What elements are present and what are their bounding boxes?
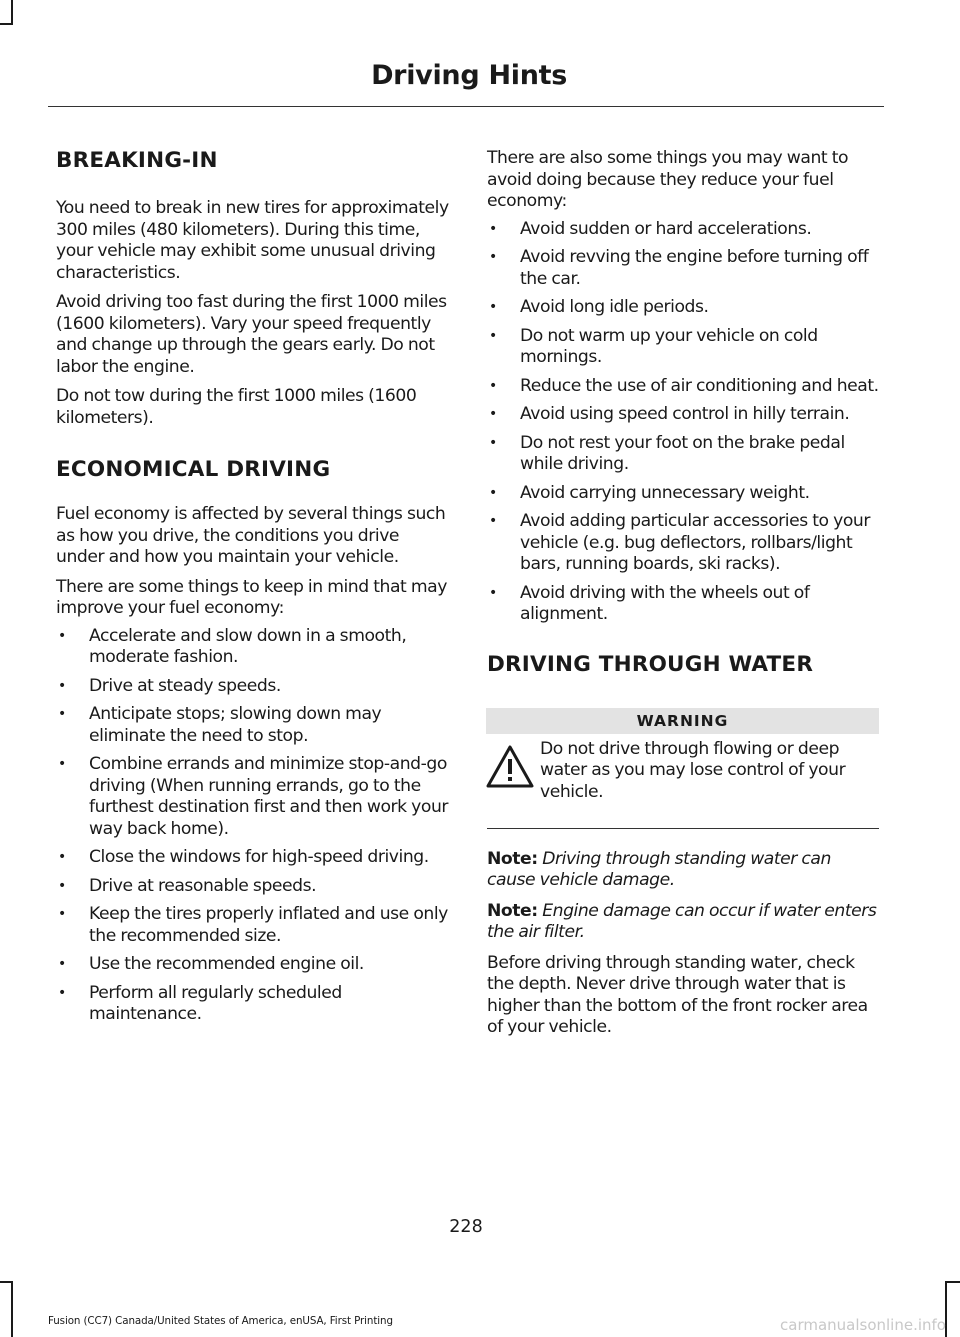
list-item: • Anticipate stops; slowing down may eliminate the need to stop. — [56, 704, 451, 747]
list-item: • Use the recommended engine oil. — [56, 954, 451, 976]
list-item: • Avoid long idle periods. — [487, 297, 879, 319]
paragraph: You need to break in new tires for approximately 300 miles (480 kilometers). During this time, your vehicle may exhibit some unusual driving characteristics. — [56, 198, 449, 283]
list-item: • Perform all regularly scheduled maintenance. — [56, 983, 451, 1026]
list-item: • Accelerate and slow down in a smooth, moderate fashion. — [56, 626, 451, 669]
watermark: carmanualsonline.info — [780, 1316, 946, 1334]
paragraph: Before driving through standing water, check the depth. Never drive through water that is higher than the bottom of the front rocker area of your vehicle. — [487, 952, 868, 1037]
paragraph: Avoid driving too fast during the first 1000 miles (1600 kilometers). Vary your speed frequently and change up through the gears early. Do not labor the engine. — [56, 292, 447, 377]
paragraph: There are also some things you may want to avoid doing because they reduce your fuel economy: — [487, 148, 849, 211]
warning-box — [487, 734, 879, 829]
list-item: • Combine errands and minimize stop-and-go driving (When running errands, go to the furthest destination first and then work your way back home). — [56, 754, 451, 840]
fuel-tips-list — [56, 626, 451, 1026]
warning-block — [487, 708, 879, 829]
crop-mark — [0, 23, 13, 25]
section-heading-driving-through-water: DRIVING THROUGH WATER — [487, 651, 814, 677]
note-text: Engine damage can occur if water enters the air filter. — [487, 900, 877, 942]
paragraph: Fuel economy is affected by several things such as how you drive, the conditions you drive under and how you maintain your vehicle. — [56, 504, 446, 567]
crop-mark — [11, 1281, 13, 1337]
paragraph: Do not tow during the first 1000 miles (1600 kilometers). — [56, 386, 417, 428]
right-column — [487, 148, 879, 1039]
page-number: 228 — [449, 1217, 483, 1237]
avoid-list — [487, 219, 879, 626]
list-item: • Close the windows for high-speed driving. — [56, 847, 451, 869]
warning-triangle-icon — [485, 744, 535, 790]
footer-text: Fusion (CC7) Canada/United States of America, enUSA, First Printing — [48, 1315, 393, 1327]
list-item: • Avoid using speed control in hilly terrain. — [487, 404, 879, 426]
list-item: • Do not warm up your vehicle on cold mornings. — [487, 326, 879, 369]
note-label: Note: — [487, 900, 538, 921]
list-item: • Keep the tires properly inflated and use only the recommended size. — [56, 904, 451, 947]
section-heading-economical-driving: ECONOMICAL DRIVING — [56, 457, 331, 482]
crop-mark — [11, 0, 13, 24]
note — [487, 849, 879, 892]
left-column — [56, 140, 451, 1026]
paragraph: There are some things to keep in mind that may improve your fuel economy: — [56, 576, 447, 618]
header-divider — [48, 106, 884, 107]
list-item: • Reduce the use of air conditioning and heat. — [487, 376, 879, 398]
list-item: • Do not rest your foot on the brake pedal while driving. — [487, 433, 879, 476]
list-item: • Drive at reasonable speeds. — [56, 876, 451, 898]
note — [487, 901, 879, 944]
crop-mark — [0, 1281, 13, 1283]
section-heading-breaking-in: BREAKING-IN — [56, 148, 218, 173]
note-label: Note: — [487, 848, 538, 869]
page-title: Driving Hints — [371, 60, 567, 91]
list-item: • Drive at steady speeds. — [56, 676, 451, 698]
list-item: • Avoid sudden or hard accelerations. — [487, 219, 879, 241]
warning-label: WARNING — [486, 708, 879, 734]
crop-mark — [945, 1281, 960, 1283]
list-item: • Avoid carrying unnecessary weight. — [487, 483, 879, 505]
list-item: • Avoid adding particular accessories to your vehicle (e.g. bug deflectors, rollbars/light bars, running boards, ski racks). — [487, 511, 879, 576]
list-item: • Avoid driving with the wheels out of alignment. — [487, 583, 879, 626]
list-item: • Avoid revving the engine before turning off the car. — [487, 247, 879, 290]
note-text: Driving through standing water can cause vehicle damage. — [487, 848, 831, 890]
warning-text: Do not drive through flowing or deep water as you may lose control of your vehicle. — [540, 738, 846, 802]
